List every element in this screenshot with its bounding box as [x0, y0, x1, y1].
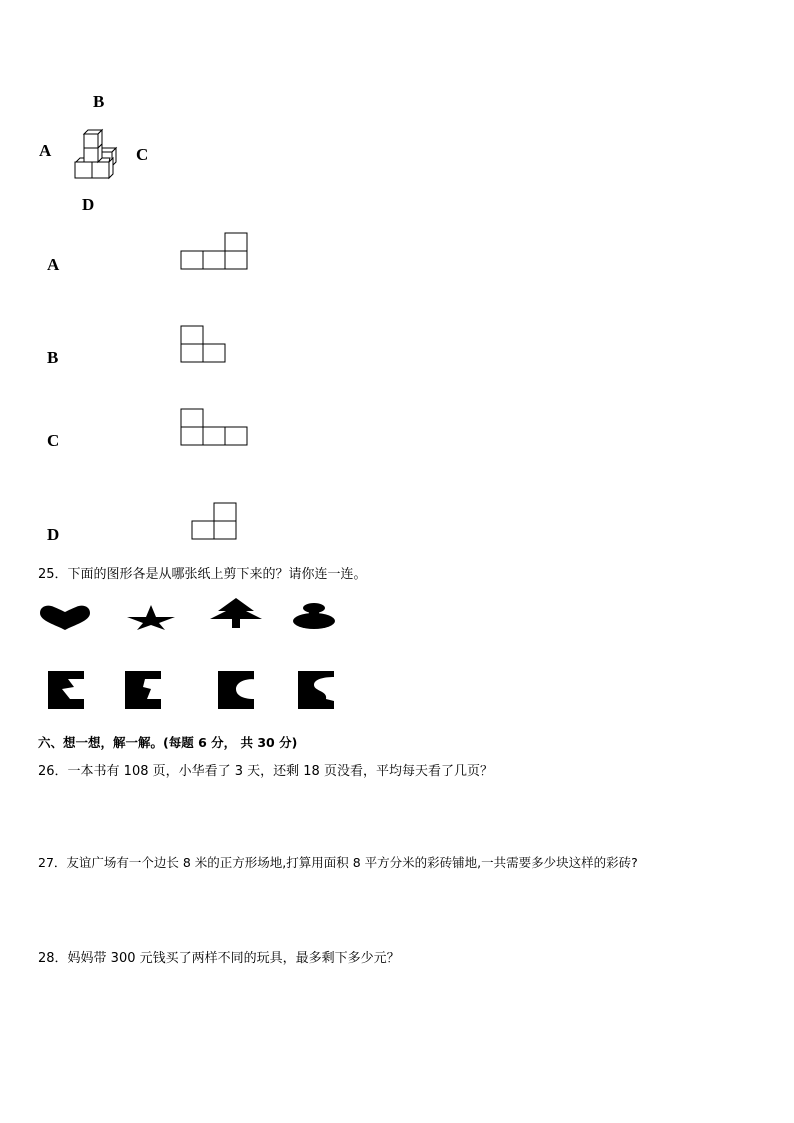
option-a-label: A — [47, 255, 60, 274]
cube-stack-figure — [70, 126, 120, 182]
mushroom-shape[interactable] — [291, 601, 337, 631]
question-25-text: 25．下面的图形各是从哪张纸上剪下来的？请你连一连。 — [38, 567, 367, 582]
paper-cut-4[interactable] — [298, 671, 334, 709]
option-c-grid — [180, 408, 252, 448]
option-b-label: B — [47, 348, 59, 367]
option-d-grid — [191, 502, 241, 542]
option-d-label: D — [47, 525, 60, 544]
section-6-title: 六、想一想，解一解。(每题 6 分， 共 30 分) — [38, 735, 298, 750]
view-label-b: B — [93, 92, 105, 111]
view-label-d: D — [82, 195, 95, 214]
option-b-grid — [180, 325, 230, 365]
view-label-a: A — [39, 141, 52, 160]
tree-shape[interactable] — [208, 597, 264, 629]
option-c-label: C — [47, 431, 60, 450]
view-label-c: C — [136, 145, 149, 164]
question-28-text: 28．妈妈带 300 元钱买了两样不同的玩具，最多剩下多少元？ — [38, 951, 400, 966]
question-26-text: 26．一本书有 108 页，小华看了 3 天，还剩 18 页没看，平均每天看了几页？ — [38, 764, 493, 779]
question-27-text: 27．友谊广场有一个边长 8 米的正方形场地,打算用面积 8 平方分米的彩砖铺地,一共需要多少块这样的彩砖? — [38, 855, 638, 870]
option-a-grid — [180, 232, 250, 272]
paper-cut-3[interactable] — [218, 671, 254, 709]
paper-cut-1[interactable] — [48, 671, 84, 709]
heart-shape[interactable] — [38, 603, 92, 631]
star-shape[interactable] — [125, 603, 177, 631]
paper-cut-2[interactable] — [125, 671, 161, 709]
